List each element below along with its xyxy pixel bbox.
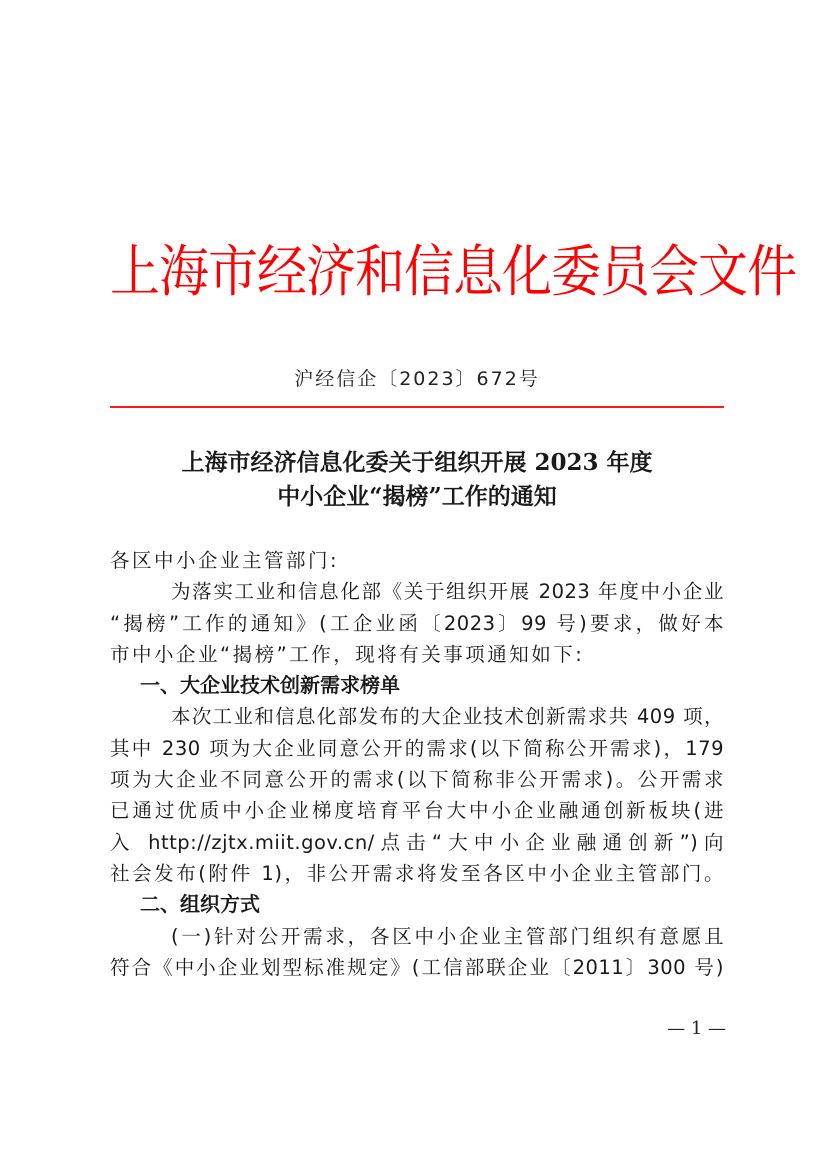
document-body (110, 545, 724, 983)
document-title (110, 446, 724, 514)
paragraph-line: (一)针对公开需求，各区中小企业主管部门组织有意愿且 (171, 924, 724, 948)
title-line-1: 上海市经济信息化委关于组织开展 2023 年度 (181, 449, 653, 476)
paragraph-line: “揭榜”工作的通知》(工企业函〔2023〕99 号)要求，做好本 (110, 611, 724, 635)
document-number: 沪经信企〔2023〕672号 (294, 368, 540, 390)
paragraph-line: 市中小企业“揭榜”工作，现将有关事项通知如下: (110, 642, 585, 666)
issuer-header: 上海市经济和信息化委员会文件 (110, 239, 796, 305)
section-heading-1: 一、大企业技术创新需求榜单 (140, 673, 400, 698)
paragraph-line: 社会发布(附件 1)，非公开需求将发至各区中小企业主管部门。 (110, 861, 724, 885)
paragraph-line: 为落实工业和信息化部《关于组织开展 2023 年度中小企业 (171, 580, 724, 604)
title-line-2: 中小企业“揭榜”工作的通知 (277, 483, 557, 510)
red-divider-rule (110, 406, 724, 408)
salutation: 各区中小企业主管部门: (110, 549, 340, 572)
paragraph-line: 项为大企业不同意公开的需求(以下简称非公开需求)。公开需求 (110, 768, 724, 792)
section-heading-2: 二、组织方式 (140, 892, 260, 917)
paragraph-line: 本次工业和信息化部发布的大企业技术创新需求共 409 项， (171, 705, 724, 729)
paragraph-line: 已通过优质中小企业梯度培育平台大中小企业融通创新板块(进 (110, 799, 724, 823)
paragraph-line: 符合《中小企业划型标准规定》(工信部联企业〔2011〕300 号) (110, 955, 724, 979)
paragraph-line: 其中 230 项为大企业同意公开的需求(以下简称公开需求)，179 (110, 736, 724, 760)
paragraph-line-with-url: 入 http://zjtx.miit.gov.cn/点击“大中小企业融通创新”)向 (110, 830, 724, 854)
page-number: — 1 — (667, 1018, 726, 1039)
